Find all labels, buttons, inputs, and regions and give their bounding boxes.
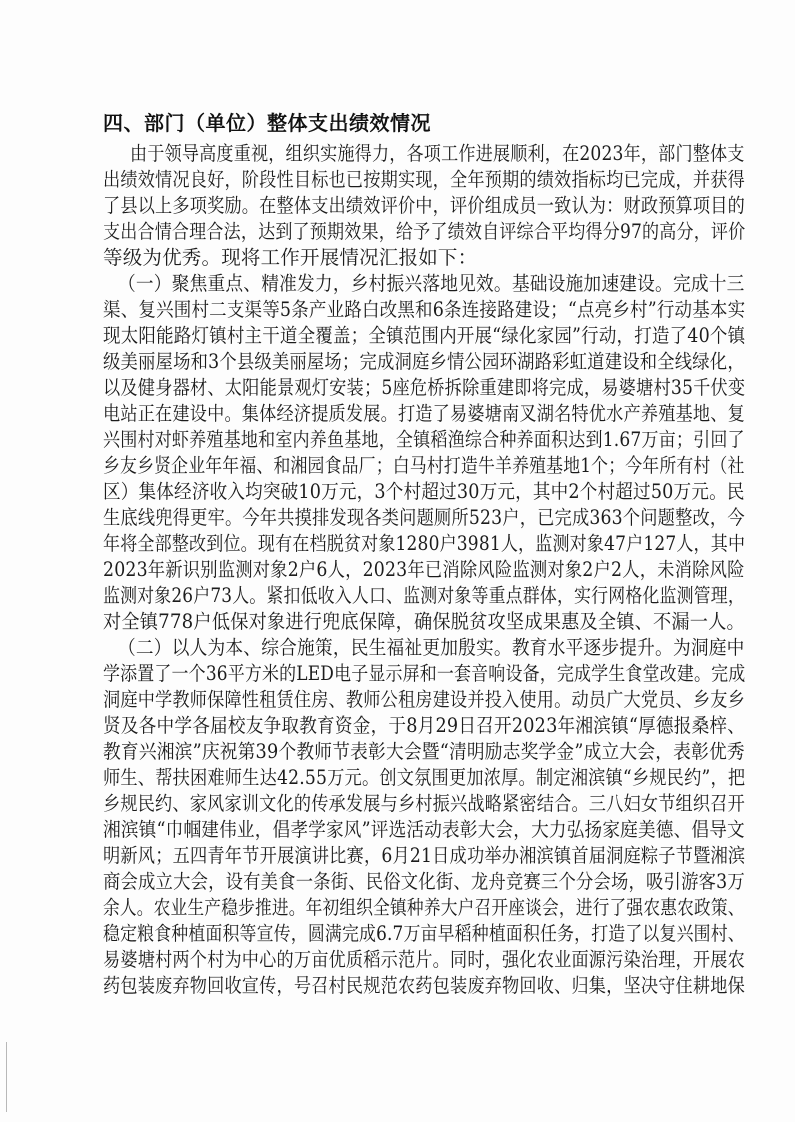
text-line: 电站正在建设中。集体经济提质发展。打造了易婆塘南叉湖名特优水产养殖基地、复 — [103, 402, 745, 425]
text-line: 洞庭中学教师保障性租赁住房、教师公租房建设并投入使用。动员广大党员、乡友乡 — [103, 688, 745, 711]
text-line: 兴围村对虾养殖基地和室内养鱼基地，全镇稻渔综合种养面积达到1.67万亩；引回了 — [103, 428, 745, 451]
text-line: （一）聚焦重点、精准发力，乡村振兴落地见效。基础设施加速建设。完成十三 — [118, 272, 745, 295]
text-line: 区）集体经济收入均突破10万元，3个村超过30万元，其中2个村超过50万元。民 — [103, 480, 745, 503]
text-line: 渠、复兴围村二支渠等5条产业路白改黑和6条连接路建设；“点亮乡村”行动基本实 — [103, 298, 746, 321]
text-line: 出绩效情况良好，阶段性目标也已按期实现，全年预期的绩效指标均已完成，并获得 — [103, 168, 745, 191]
text-line: 商会成立大会，设有美食一条街、民俗文化街、龙舟竞赛三个分会场，吸引游客3万 — [103, 870, 745, 893]
text-line: 易婆塘村两个村为中心的万亩优质稻示范片。同时，强化农业面源污染治理，开展农 — [103, 948, 745, 971]
text-line: 贤及各中学各届校友争取教育资金，于8月29日召开2023年湘滨镇“厚德报桑梓、 — [103, 714, 746, 737]
text-line: 药包装废弃物回收宣传，号召村民规范农药包装废弃物回收、归集，坚决守住耕地保 — [103, 974, 745, 997]
text-line: 2023年新识别监测对象2户6人，2023年已消除风险监测对象2户2人，未消除风险 — [103, 558, 745, 581]
text-line: 师生、帮扶困难师生达42.55万元。创文氛围更加浓厚。制定湘滨镇“乡规民约”，把 — [103, 766, 746, 789]
scan-margin-mark — [6, 1042, 7, 1112]
text-line: 由于领导高度重视，组织实施得力，各项工作进展顺利，在2023年，部门整体支 — [130, 142, 745, 165]
text-line: 教育兴湘滨”庆祝第39个教师节表彰大会暨“清明励志奖学金”成立大会，表彰优秀 — [103, 740, 745, 763]
text-line: 明新风；五四青年节开展演讲比赛，6月21日成功举办湘滨镇首届洞庭粽子节暨湘滨 — [103, 844, 746, 867]
text-line: 了县以上多项奖励。在整体支出绩效评价中，评价组成员一致认为：财政预算项目的 — [103, 194, 745, 217]
text-line: 现太阳能路灯镇村主干道全覆盖；全镇范围内开展“绿化家园”行动，打造了40个镇 — [103, 324, 746, 347]
text-line: 学添置了一个36平方米的LED电子显示屏和一套音响设备，完成学生食堂改建。完成 — [103, 662, 746, 685]
text-line: 监测对象26户73人。紧扣低收入人口、监测对象等重点群体，实行网格化监测管理， — [103, 584, 745, 607]
text-line: 余人。农业生产稳步推进。年初组织全镇种养大户召开座谈会，进行了强农惠农政策、 — [103, 896, 745, 919]
text-line: 支出合情合理合法，达到了预期效果，给予了绩效自评综合平均得分97的高分，评价 — [103, 220, 746, 243]
text-line: 级美丽屋场和3个县级美丽屋场；完成洞庭乡情公园环湖路彩虹道建设和全线绿化， — [103, 350, 745, 373]
text-line: 稳定粮食种植面积等宣传，圆满完成6.7万亩早稻种植面积任务，打造了以复兴围村、 — [103, 922, 745, 945]
text-line: 乡友乡贤企业年年福、和湘园食品厂；白马村打造牛羊养殖基地1个；今年所有村（社 — [103, 454, 745, 477]
text-line: 湘滨镇“巾帼建伟业，倡孝学家风”评选活动表彰大会，大力弘扬家庭美德、倡导文 — [103, 818, 745, 841]
text-line: （二）以人为本、综合施策，民生福祉更加殷实。教育水平逐步提升。为洞庭中 — [118, 636, 745, 659]
text-line: 乡规民约、家风家训文化的传承发展与乡村振兴战略紧密结合。三八妇女节组织召开 — [103, 792, 745, 815]
section-heading: 四、部门（单位）整体支出绩效情况 — [103, 111, 431, 135]
text-line: 生底线兜得更牢。今年共摸排发现各类问题厕所523户，已完成363个问题整改，今 — [103, 506, 745, 529]
text-line: 等级为优秀。现将工作开展情况汇报如下： — [103, 246, 478, 269]
text-line: 年将全部整改到位。现有在档脱贫对象1280户3981人，监测对象47户127人，其中 — [103, 532, 746, 555]
text-line: 以及健身器材、太阳能景观灯安装；5座危桥拆除重建即将完成，易婆塘村35千伏变 — [103, 376, 746, 399]
text-line: 对全镇778户低保对象进行兜底保障，确保脱贫攻坚成果惠及全镇、不漏一人。 — [103, 610, 745, 633]
